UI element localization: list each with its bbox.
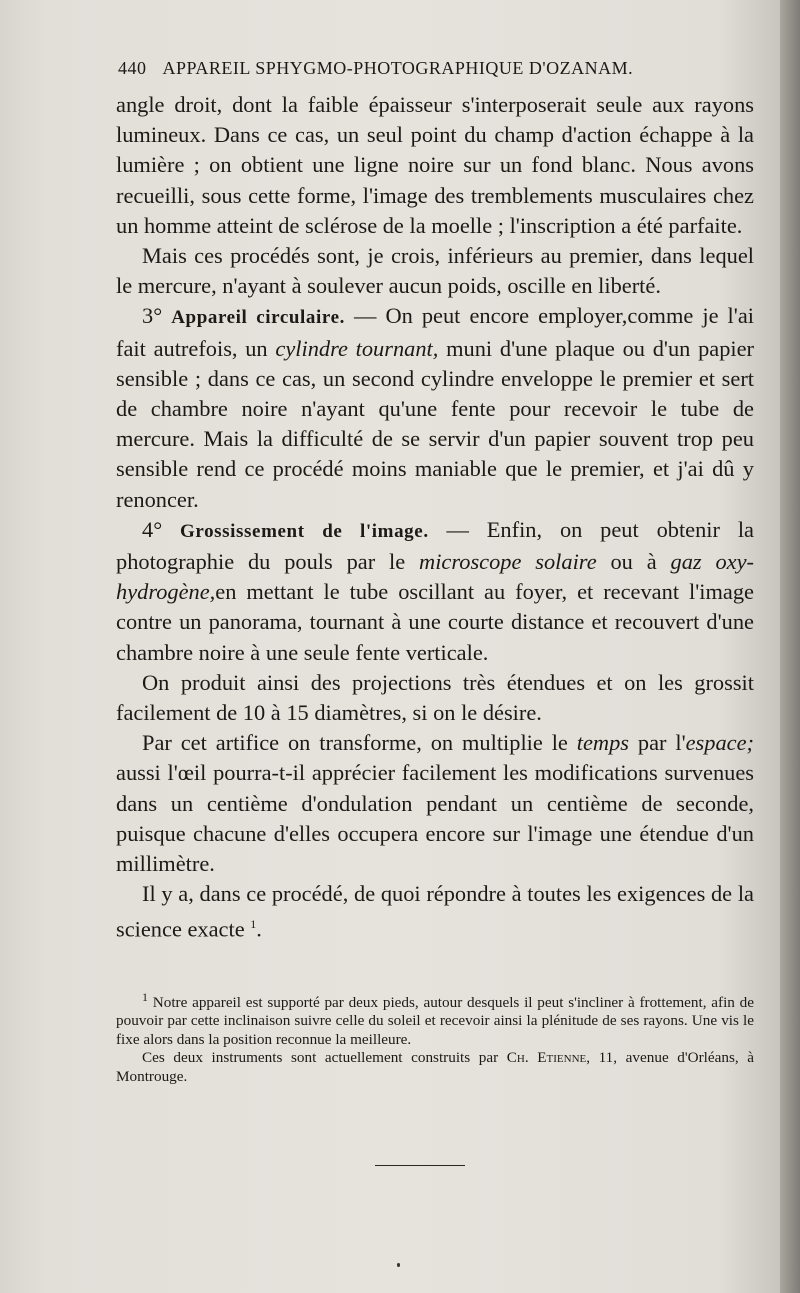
text-run: — Enfin, on peut obtenir la photographie du pouls par le xyxy=(116,516,754,575)
page-edge-shadow xyxy=(780,0,800,1293)
text-run: Par cet artifice on transforme, on multiplie le xyxy=(142,730,577,756)
text-run: Il y a, dans ce procédé, de quoi répondre à toutes les exigences de la science exacte xyxy=(116,881,754,942)
running-header xyxy=(118,58,738,79)
footnote-1 xyxy=(116,988,754,1049)
footnote-2 xyxy=(116,1049,754,1086)
paragraph-7 xyxy=(116,879,754,945)
maker-name: Ch. Etienne xyxy=(506,1049,587,1067)
section-number: 3° xyxy=(142,303,163,329)
ink-speck xyxy=(397,1263,400,1267)
footnote-text: Notre appareil est supporté par deux pieds, autour desquels il peut s'incliner à frottement, afin de pouvoir par cette inclinaison suivre celle du soleil et recevoir ainsi la plénitude de ses rayons. Une vis le fixe alors dans la position reconnue la meilleure. xyxy=(116,994,754,1048)
italic-term: gaz oxy-hydrogène, xyxy=(116,549,754,605)
footnote-text: , 11, avenue d'Orléans, à Montrouge. xyxy=(116,1049,754,1085)
text-run: par l' xyxy=(629,730,686,756)
text-run: . xyxy=(256,916,262,942)
text-run: — On peut encore employer,comme je l'ai fait autrefois, un xyxy=(116,303,754,361)
paragraph-1: angle droit, dont la faible épaisseur s'interposerait seule aux rayons lumineux. Dans ce cas, un seul point du champ d'action échappe à la lumière ; on obtient une ligne noire sur un fond blanc. Nous avons recueilli, sous cette forme, l'image des tremblements musculaires chez un homme atteint de sclérose de la moelle ; l'inscription a été parfaite. xyxy=(116,92,754,238)
text-run: muni d'une plaque ou d'un papier sensible ; dans ce cas, un second cylindre enveloppe le premier et sert de chambre noire n'ayant qu'une fente pour recevoir le tube de mercure. Mais la difficulté de se servir d'un papier souvent trop peu sensible rend ce procédé moins maniable que le premier, et j'ai dû y renoncer. xyxy=(116,335,755,512)
section-number: 4° xyxy=(142,516,163,542)
paragraph-3 xyxy=(116,301,754,514)
italic-term: microscope solaire xyxy=(419,549,597,575)
text-run: ou à xyxy=(596,549,671,575)
paragraph-5: On produit ainsi des projections très étendues et on les grossit facilement de 10 à 15 diamètres, si on le désire. xyxy=(116,669,754,726)
paragraph-4 xyxy=(116,515,754,668)
footnote-mark: 1 xyxy=(142,990,148,1004)
section-heading: Grossissement de l'image. xyxy=(180,520,429,542)
page-number: 440 xyxy=(118,58,147,78)
italic-term: temps xyxy=(576,730,629,756)
footnotes xyxy=(116,988,754,1086)
section-heading: Appareil circulaire. xyxy=(171,307,345,329)
italic-term: espace; xyxy=(685,730,754,756)
end-rule xyxy=(375,1165,465,1166)
paragraph-6 xyxy=(116,728,754,879)
running-title: APPAREIL SPHYGMO-PHOTOGRAPHIQUE D'OZANAM. xyxy=(162,58,634,78)
paragraph-2: Mais ces procédés sont, je crois, inférieurs au premier, dans lequel le mercure, n'ayant à soulever aucun poids, oscille en liberté. xyxy=(116,243,754,299)
main-text xyxy=(116,90,754,945)
footnote-ref: 1 xyxy=(250,917,257,932)
italic-term: cylindre tournant, xyxy=(275,335,439,361)
footnote-text: Ces deux instruments sont actuellement construits par xyxy=(142,1049,507,1067)
text-run: en mettant le tube oscillant au foyer, et recevant l'image contre un panorama, tournant à une courte distance et recouvert d'une chambre noire à une seule fente verticale. xyxy=(116,579,754,665)
text-run: aussi l'œil pourra-t-il apprécier facilement les modifications survenues dans un centième d'ondulation pendant un centième de seconde, puisque chacune d'elles occupera encore sur l'image une étendue d'un millimètre. xyxy=(116,760,754,877)
